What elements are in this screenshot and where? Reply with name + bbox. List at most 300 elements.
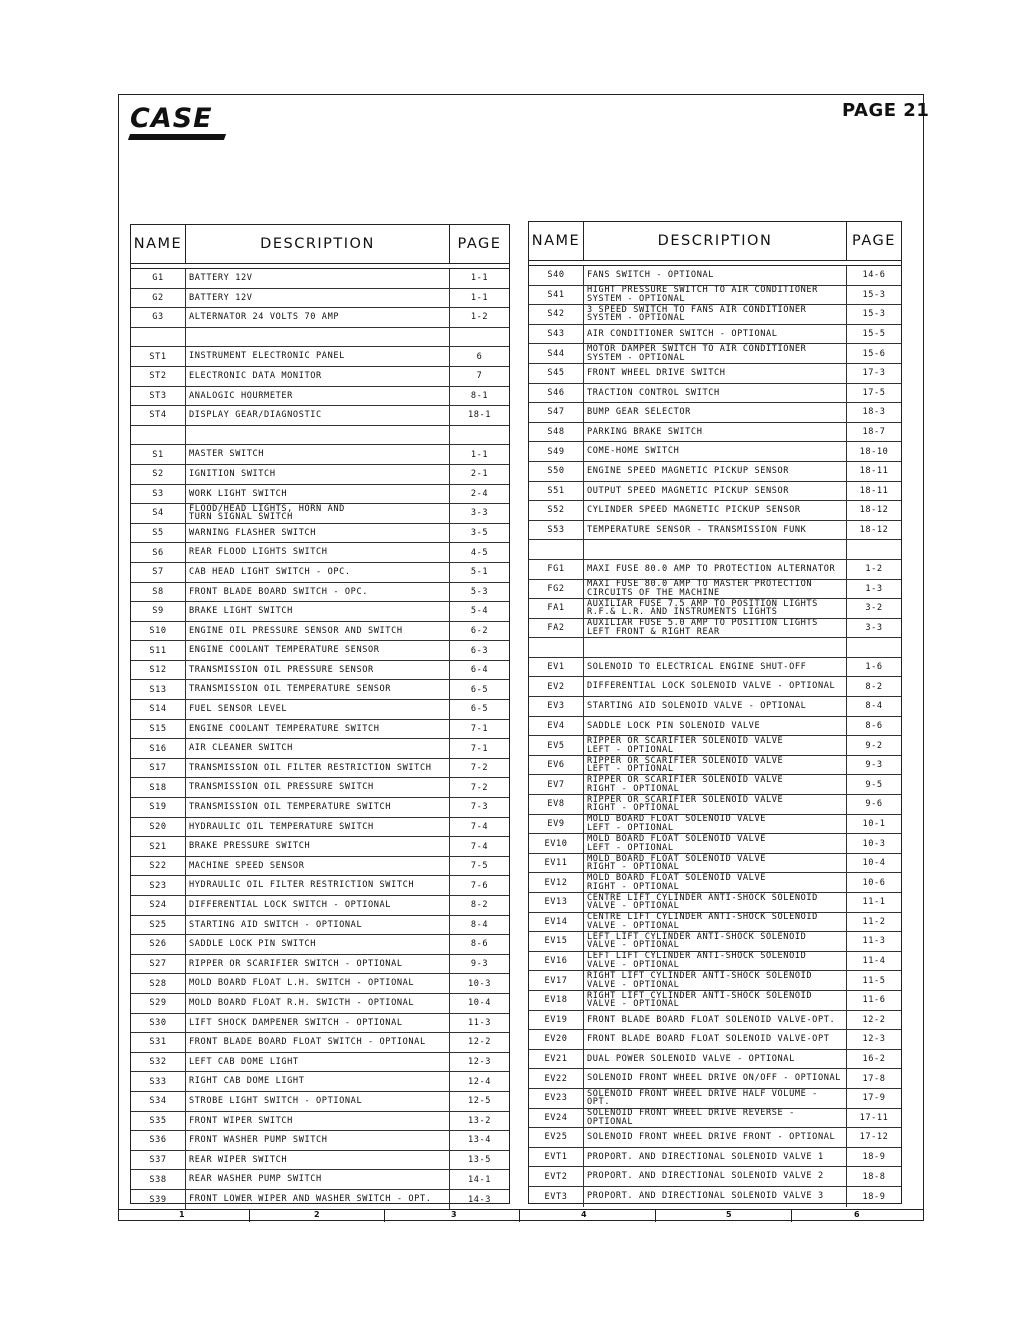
cell-name: S14 xyxy=(131,700,186,719)
table-row xyxy=(529,932,901,952)
cell-page: 8-2 xyxy=(470,900,489,911)
table-row xyxy=(131,465,509,485)
cell-description: CAB HEAD LIGHT SWITCH - OPC. xyxy=(186,563,450,582)
cell-name: S33 xyxy=(131,1072,186,1091)
cell-description: AUXILIAR FUSE 7.5 AMP TO POSITION LIGHTS R.F.& L.R. AND INSTRUMENTS LIGHTS xyxy=(584,599,847,618)
cell-description: FRONT BLADE BOARD FLOAT SWITCH - OPTIONAL xyxy=(186,1033,450,1052)
header-name: NAME xyxy=(529,222,584,260)
cell-description: SOLENOID TO ELECTRICAL ENGINE SHUT-OFF xyxy=(584,658,847,677)
cell-name: S13 xyxy=(131,680,186,699)
cell-description: HYDRAULIC OIL TEMPERATURE SWITCH xyxy=(186,818,450,837)
cell-description: DIFFERENTIAL LOCK SWITCH - OPTIONAL xyxy=(186,896,450,915)
table-row xyxy=(131,720,509,740)
table-row xyxy=(529,501,901,521)
table-row xyxy=(131,1151,509,1171)
cell-description: MOLD BOARD FLOAT SOLENOID VALVE LEFT - OPTIONAL xyxy=(584,815,847,834)
table-row xyxy=(529,423,901,443)
cell-name: S16 xyxy=(131,739,186,758)
cell-page: 18-11 xyxy=(859,466,889,477)
table-row xyxy=(529,697,901,717)
table-row xyxy=(131,426,509,446)
table-row xyxy=(529,1148,901,1168)
cell-description: FRONT WASHER PUMP SWITCH xyxy=(186,1131,450,1150)
table-row xyxy=(131,896,509,916)
cell-description: FRONT BLADE BOARD FLOAT SOLENOID VALVE-OPT xyxy=(584,1030,847,1049)
cell-page: 9-6 xyxy=(865,799,883,810)
cell-description: MACHINE SPEED SENSOR xyxy=(186,857,450,876)
cell-page: 12-3 xyxy=(862,1034,886,1045)
cell-page: 17-3 xyxy=(862,368,886,379)
table-row xyxy=(131,289,509,309)
cell-description: LIFT SHOCK DAMPENER SWITCH - OPTIONAL xyxy=(186,1014,450,1033)
table-row xyxy=(529,325,901,345)
table-row xyxy=(131,739,509,759)
cell-name: EV5 xyxy=(529,736,584,755)
cell-name: S23 xyxy=(131,876,186,895)
cell-name: S44 xyxy=(529,344,584,363)
table-row xyxy=(529,952,901,972)
zone-number: 6 xyxy=(854,1210,860,1219)
table-row xyxy=(131,955,509,975)
table-row xyxy=(529,1011,901,1031)
zone-number: 2 xyxy=(314,1210,320,1219)
cell-description: RIGHT LIFT CYLINDER ANTI-SHOCK SOLENOID VALVE - OPTIONAL xyxy=(584,971,847,990)
zone-number: 1 xyxy=(179,1210,185,1219)
cell-page: 10-4 xyxy=(467,998,492,1009)
table-row xyxy=(131,1131,509,1151)
cell-name: FG2 xyxy=(529,580,584,599)
cell-name: S12 xyxy=(131,661,186,680)
table-row xyxy=(131,387,509,407)
cell-page: 7-1 xyxy=(470,743,489,754)
table-row xyxy=(131,583,509,603)
cell-name: S18 xyxy=(131,778,186,797)
cell-name: S20 xyxy=(131,818,186,837)
cell-description: BUMP GEAR SELECTOR xyxy=(584,403,847,422)
table-row xyxy=(529,1030,901,1050)
cell-name xyxy=(131,328,186,347)
cell-description: PROPORT. AND DIRECTIONAL SOLENOID VALVE 2 xyxy=(584,1167,847,1186)
cell-description: HIGHT PRESSURE SWITCH TO AIR CONDITIONER SYSTEM - OPTIONAL xyxy=(584,286,847,305)
cell-description: ENGINE SPEED MAGNETIC PICKUP SENSOR xyxy=(584,462,847,481)
table-row xyxy=(131,680,509,700)
cell-name: EV14 xyxy=(529,913,584,932)
cell-name: S41 xyxy=(529,286,584,305)
cell-name: S37 xyxy=(131,1151,186,1170)
table-row xyxy=(131,445,509,465)
cell-description: DISPLAY GEAR/DIAGNOSTIC xyxy=(186,406,450,425)
cell-name: S4 xyxy=(131,504,186,523)
table-row xyxy=(131,641,509,661)
cell-name: EV3 xyxy=(529,697,584,716)
cell-description: RIGHT CAB DOME LIGHT xyxy=(186,1072,450,1091)
cell-page: 7-3 xyxy=(470,802,489,813)
table-row xyxy=(131,778,509,798)
cell-page: 7-4 xyxy=(470,841,489,852)
cell-description: TRACTION CONTROL SWITCH xyxy=(584,384,847,403)
table-row xyxy=(131,798,509,818)
cell-description: SADDLE LOCK PIN SWITCH xyxy=(186,935,450,954)
table-row xyxy=(131,308,509,328)
table-row xyxy=(529,971,901,991)
table-row xyxy=(529,560,901,580)
table-row xyxy=(131,1053,509,1073)
table-row xyxy=(529,266,901,286)
table-row xyxy=(529,1069,901,1089)
cell-name: S22 xyxy=(131,857,186,876)
cell-description: DUAL POWER SOLENOID VALVE - OPTIONAL xyxy=(584,1050,847,1069)
page-label: PAGE 21 xyxy=(842,100,930,121)
cell-description xyxy=(186,328,450,347)
cell-description: AIR CLEANER SWITCH xyxy=(186,739,450,758)
cell-name: EV9 xyxy=(529,815,584,834)
table-header xyxy=(131,225,509,264)
cell-description: AUXILIAR FUSE 5.0 AMP TO POSITION LIGHTS LEFT FRONT & RIGHT REAR xyxy=(584,619,847,638)
cell-name: S8 xyxy=(131,583,186,602)
cell-page xyxy=(847,638,901,657)
cell-name: S3 xyxy=(131,485,186,504)
cell-page: 18-12 xyxy=(859,525,889,536)
cell-name xyxy=(529,540,584,559)
table-row xyxy=(131,367,509,387)
cell-description: FRONT BLADE BOARD SWITCH - OPC. xyxy=(186,583,450,602)
header-name: NAME xyxy=(131,225,186,263)
table-row xyxy=(529,403,901,423)
table-row xyxy=(529,1050,901,1070)
cell-name: S49 xyxy=(529,442,584,461)
table-row xyxy=(131,857,509,877)
cell-page: 12-4 xyxy=(467,1076,492,1087)
cell-page: 18-8 xyxy=(862,1171,886,1182)
cell-page: 12-5 xyxy=(467,1096,492,1107)
cell-name: S5 xyxy=(131,524,186,543)
cell-page: 9-3 xyxy=(470,959,489,970)
cell-page: 1-1 xyxy=(470,273,489,284)
cell-name: S17 xyxy=(131,759,186,778)
cell-description: RIPPER OR SCARIFIER SOLENOID VALVE RIGHT - OPTIONAL xyxy=(584,795,847,814)
cell-page: 1-2 xyxy=(865,564,883,575)
cell-name: S48 xyxy=(529,423,584,442)
cell-description: MOLD BOARD FLOAT SOLENOID VALVE LEFT - OPTIONAL xyxy=(584,834,847,853)
table-row xyxy=(131,818,509,838)
cell-name: S39 xyxy=(131,1190,186,1210)
left-index-table xyxy=(130,224,510,1204)
cell-name: S6 xyxy=(131,543,186,562)
cell-name: S34 xyxy=(131,1092,186,1111)
cell-description: 3 SPEED SWITCH TO FANS AIR CONDITIONER SYSTEM - OPTIONAL xyxy=(584,305,847,324)
cell-description: SOLENOID FRONT WHEEL DRIVE REVERSE - OPTIONAL xyxy=(584,1109,847,1128)
cell-name: S51 xyxy=(529,482,584,501)
cell-page: 2-1 xyxy=(470,469,489,480)
table-row xyxy=(529,795,901,815)
cell-description: ELECTRONIC DATA MONITOR xyxy=(186,367,450,386)
cell-description: ANALOGIC HOURMETER xyxy=(186,387,450,406)
cell-name: S21 xyxy=(131,837,186,856)
zone-number: 5 xyxy=(726,1210,732,1219)
cell-name: EV21 xyxy=(529,1050,584,1069)
cell-page: 15-3 xyxy=(862,289,886,300)
table-row xyxy=(131,563,509,583)
cell-page: 7-6 xyxy=(470,880,489,891)
cell-description xyxy=(584,540,847,559)
cell-page: 18-12 xyxy=(859,505,889,516)
cell-description: BRAKE LIGHT SWITCH xyxy=(186,602,450,621)
cell-page: 9-3 xyxy=(865,760,883,771)
table-row xyxy=(529,756,901,776)
table-row xyxy=(529,540,901,560)
cell-page: 12-3 xyxy=(467,1057,492,1068)
cell-page: 8-4 xyxy=(470,919,489,930)
cell-description: REAR WASHER PUMP SWITCH xyxy=(186,1170,450,1189)
table-row xyxy=(529,658,901,678)
header-page: PAGE xyxy=(852,233,896,249)
cell-description: DIFFERENTIAL LOCK SOLENOID VALVE - OPTIONAL xyxy=(584,677,847,696)
cell-name: S38 xyxy=(131,1170,186,1189)
cell-name: EV22 xyxy=(529,1069,584,1088)
table-row xyxy=(529,619,901,639)
cell-page: 1-1 xyxy=(470,449,489,460)
cell-page: 10-3 xyxy=(467,978,492,989)
table-row xyxy=(529,677,901,697)
cell-name: S32 xyxy=(131,1053,186,1072)
table-row xyxy=(131,876,509,896)
table-row xyxy=(529,442,901,462)
cell-name: S36 xyxy=(131,1131,186,1150)
cell-name: S50 xyxy=(529,462,584,481)
table-row xyxy=(529,638,901,658)
cell-description: MOLD BOARD FLOAT SOLENOID VALVE RIGHT - OPTIONAL xyxy=(584,873,847,892)
cell-page: 5-1 xyxy=(470,567,489,578)
cell-description: WORK LIGHT SWITCH xyxy=(186,485,450,504)
cell-page: 13-2 xyxy=(467,1115,492,1126)
table-header xyxy=(529,222,901,261)
cell-page: 6-4 xyxy=(470,665,489,676)
zone-divider xyxy=(249,1210,250,1222)
cell-page: 17-5 xyxy=(862,387,886,398)
cell-name: S42 xyxy=(529,305,584,324)
cell-name: S27 xyxy=(131,955,186,974)
table-row xyxy=(529,913,901,933)
cell-page: 10-1 xyxy=(862,818,886,829)
cell-name: S19 xyxy=(131,798,186,817)
cell-page: 5-4 xyxy=(470,606,489,617)
cell-description: FRONT WHEEL DRIVE SWITCH xyxy=(584,364,847,383)
cell-page: 11-3 xyxy=(862,936,886,947)
right-index-table xyxy=(528,221,902,1204)
cell-page: 5-3 xyxy=(470,586,489,597)
cell-description: PROPORT. AND DIRECTIONAL SOLENOID VALVE 1 xyxy=(584,1148,847,1167)
cell-name: S53 xyxy=(529,521,584,540)
cell-description: AIR CONDITIONER SWITCH - OPTIONAL xyxy=(584,325,847,344)
cell-name: EV15 xyxy=(529,932,584,951)
cell-page: 14-1 xyxy=(467,1174,492,1185)
cell-page: 18-7 xyxy=(862,427,886,438)
cell-description: HYDRAULIC OIL FILTER RESTRICTION SWITCH xyxy=(186,876,450,895)
cell-page: 3-3 xyxy=(470,508,489,519)
cell-description: LEFT LIFT CYLINDER ANTI-SHOCK SOLENOID VALVE - OPTIONAL xyxy=(584,952,847,971)
cell-description: ALTERNATOR 24 VOLTS 70 AMP xyxy=(186,308,450,327)
cell-page: 1-3 xyxy=(865,583,883,594)
table-row xyxy=(131,1190,509,1210)
table-row xyxy=(529,521,901,541)
cell-name: FG1 xyxy=(529,560,584,579)
cell-name: S47 xyxy=(529,403,584,422)
zone-divider xyxy=(519,1210,520,1222)
cell-page: 13-5 xyxy=(467,1155,492,1166)
cell-description: STARTING AID SWITCH - OPTIONAL xyxy=(186,916,450,935)
cell-name: S25 xyxy=(131,916,186,935)
cell-name: S45 xyxy=(529,364,584,383)
cell-description: LEFT CAB DOME LIGHT xyxy=(186,1053,450,1072)
cell-description: TRANSMISSION OIL PRESSURE SWITCH xyxy=(186,778,450,797)
table-row xyxy=(529,1167,901,1187)
cell-description: ENGINE COOLANT TEMPERATURE SENSOR xyxy=(186,641,450,660)
cell-page: 7 xyxy=(476,371,483,382)
cell-description: STARTING AID SOLENOID VALVE - OPTIONAL xyxy=(584,697,847,716)
cell-page: 14-6 xyxy=(862,270,886,281)
cell-description: IGNITION SWITCH xyxy=(186,465,450,484)
cell-page: 17-12 xyxy=(859,1132,889,1143)
table-row xyxy=(131,661,509,681)
cell-description: BATTERY 12V xyxy=(186,269,450,288)
cell-page: 11-4 xyxy=(862,956,886,967)
cell-name: EV8 xyxy=(529,795,584,814)
cell-description: MOLD BOARD FLOAT R.H. SWICTH - OPTIONAL xyxy=(186,994,450,1013)
table-row xyxy=(529,462,901,482)
cell-page: 7-5 xyxy=(470,861,489,872)
cell-page: 18-1 xyxy=(467,410,492,421)
table-row xyxy=(131,622,509,642)
cell-name: EV10 xyxy=(529,834,584,853)
cell-description: SOLENOID FRONT WHEEL DRIVE HALF VOLUME - OPT. xyxy=(584,1089,847,1108)
cell-description: MAXI FUSE 80.0 AMP TO PROTECTION ALTERNATOR xyxy=(584,560,847,579)
cell-page: 10-4 xyxy=(862,858,886,869)
cell-description: SOLENOID FRONT WHEEL DRIVE FRONT - OPTIONAL xyxy=(584,1128,847,1147)
cell-page: 16-2 xyxy=(862,1054,886,1065)
cell-description: FRONT BLADE BOARD FLOAT SOLENOID VALVE-OPT. xyxy=(584,1011,847,1030)
cell-name: EV2 xyxy=(529,677,584,696)
cell-page: 7-2 xyxy=(470,763,489,774)
cell-name: S43 xyxy=(529,325,584,344)
cell-page: 17-9 xyxy=(862,1093,886,1104)
cell-name: S29 xyxy=(131,994,186,1013)
cell-page: 18-3 xyxy=(862,407,886,418)
cell-description: BRAKE PRESSURE SWITCH xyxy=(186,837,450,856)
cell-page: 13-4 xyxy=(467,1135,492,1146)
cell-name: EVT3 xyxy=(529,1187,584,1207)
cell-description: TRANSMISSION OIL TEMPERATURE SWITCH xyxy=(186,798,450,817)
header-page: PAGE xyxy=(457,236,502,252)
cell-description: CYLINDER SPEED MAGNETIC PICKUP SENSOR xyxy=(584,501,847,520)
cell-name: EV23 xyxy=(529,1089,584,1108)
zone-number: 3 xyxy=(451,1210,457,1219)
table-row xyxy=(529,775,901,795)
cell-description: MASTER SWITCH xyxy=(186,445,450,464)
cell-name: G3 xyxy=(131,308,186,327)
table-row xyxy=(131,837,509,857)
cell-page: 1-2 xyxy=(470,312,489,323)
logo-underline xyxy=(128,134,226,140)
cell-page: 6-5 xyxy=(470,684,489,695)
cell-name: S52 xyxy=(529,501,584,520)
cell-page: 18-10 xyxy=(859,446,889,457)
cell-page: 6 xyxy=(476,351,483,362)
cell-description: TRANSMISSION OIL PRESSURE SENSOR xyxy=(186,661,450,680)
cell-page xyxy=(450,426,509,445)
cell-page: 14-3 xyxy=(467,1194,492,1205)
cell-page: 7-4 xyxy=(470,821,489,832)
table-row xyxy=(529,873,901,893)
table-row xyxy=(131,759,509,779)
cell-name: FA2 xyxy=(529,619,584,638)
table-row xyxy=(529,384,901,404)
cell-description: MAXI FUSE 80.0 AMP TO MASTER PROTECTION CIRCUITS OF THE MACHINE xyxy=(584,580,847,599)
table-row xyxy=(131,328,509,348)
cell-name: EV19 xyxy=(529,1011,584,1030)
cell-name: G1 xyxy=(131,269,186,288)
table-row xyxy=(131,935,509,955)
cell-description xyxy=(584,638,847,657)
cell-description: MOLD BOARD FLOAT SOLENOID VALVE RIGHT - OPTIONAL xyxy=(584,854,847,873)
cell-page: 8-6 xyxy=(865,720,883,731)
cell-name: S7 xyxy=(131,563,186,582)
cell-page: 1-6 xyxy=(865,662,883,673)
table-row xyxy=(529,854,901,874)
cell-description: CENTRE LIFT CYLINDER ANTI-SHOCK SOLENOID VALVE - OPTIONAL xyxy=(584,893,847,912)
case-logo xyxy=(130,104,230,142)
cell-page: 8-1 xyxy=(470,390,489,401)
table-row xyxy=(131,524,509,544)
table-row xyxy=(131,406,509,426)
cell-name: S28 xyxy=(131,974,186,993)
cell-name: EV17 xyxy=(529,971,584,990)
table-row xyxy=(529,364,901,384)
cell-name: EVT2 xyxy=(529,1167,584,1186)
cell-name: S10 xyxy=(131,622,186,641)
cell-page: 3-2 xyxy=(865,603,883,614)
cell-description: FUEL SENSOR LEVEL xyxy=(186,700,450,719)
table-row xyxy=(529,1128,901,1148)
cell-page: 3-5 xyxy=(470,528,489,539)
header-description: DESCRIPTION xyxy=(186,225,450,263)
table-row xyxy=(131,504,509,524)
table-row xyxy=(131,347,509,367)
table-row xyxy=(131,1033,509,1053)
cell-description: MOLD BOARD FLOAT L.H. SWITCH - OPTIONAL xyxy=(186,974,450,993)
cell-description: ENGINE COOLANT TEMPERATURE SWITCH xyxy=(186,720,450,739)
table-row xyxy=(131,269,509,289)
cell-description: SOLENOID FRONT WHEEL DRIVE ON/OFF - OPTIONAL xyxy=(584,1069,847,1088)
zone-divider xyxy=(655,1210,656,1222)
table-row xyxy=(131,700,509,720)
cell-page: 9-2 xyxy=(865,740,883,751)
cell-description: RIGHT LIFT CYLINDER ANTI-SHOCK SOLENOID VALVE - OPTIONAL xyxy=(584,991,847,1010)
cell-page: 12-2 xyxy=(467,1037,492,1048)
cell-page: 1-1 xyxy=(470,292,489,303)
cell-description: WARNING FLASHER SWITCH xyxy=(186,524,450,543)
cell-page: 11-2 xyxy=(862,916,886,927)
cell-description: FRONT LOWER WIPER AND WASHER SWITCH - OPT. xyxy=(186,1190,450,1210)
cell-description: REAR WIPER SWITCH xyxy=(186,1151,450,1170)
cell-description: REAR FLOOD LIGHTS SWITCH xyxy=(186,543,450,562)
table-row xyxy=(529,1089,901,1109)
cell-page xyxy=(847,540,901,559)
table-row xyxy=(529,815,901,835)
cell-name: EV25 xyxy=(529,1128,584,1147)
cell-page: 11-5 xyxy=(862,975,886,986)
table-row xyxy=(131,485,509,505)
cell-description: FLOOD/HEAD LIGHTS, HORN AND TURN SIGNAL SWITCH xyxy=(186,504,450,523)
